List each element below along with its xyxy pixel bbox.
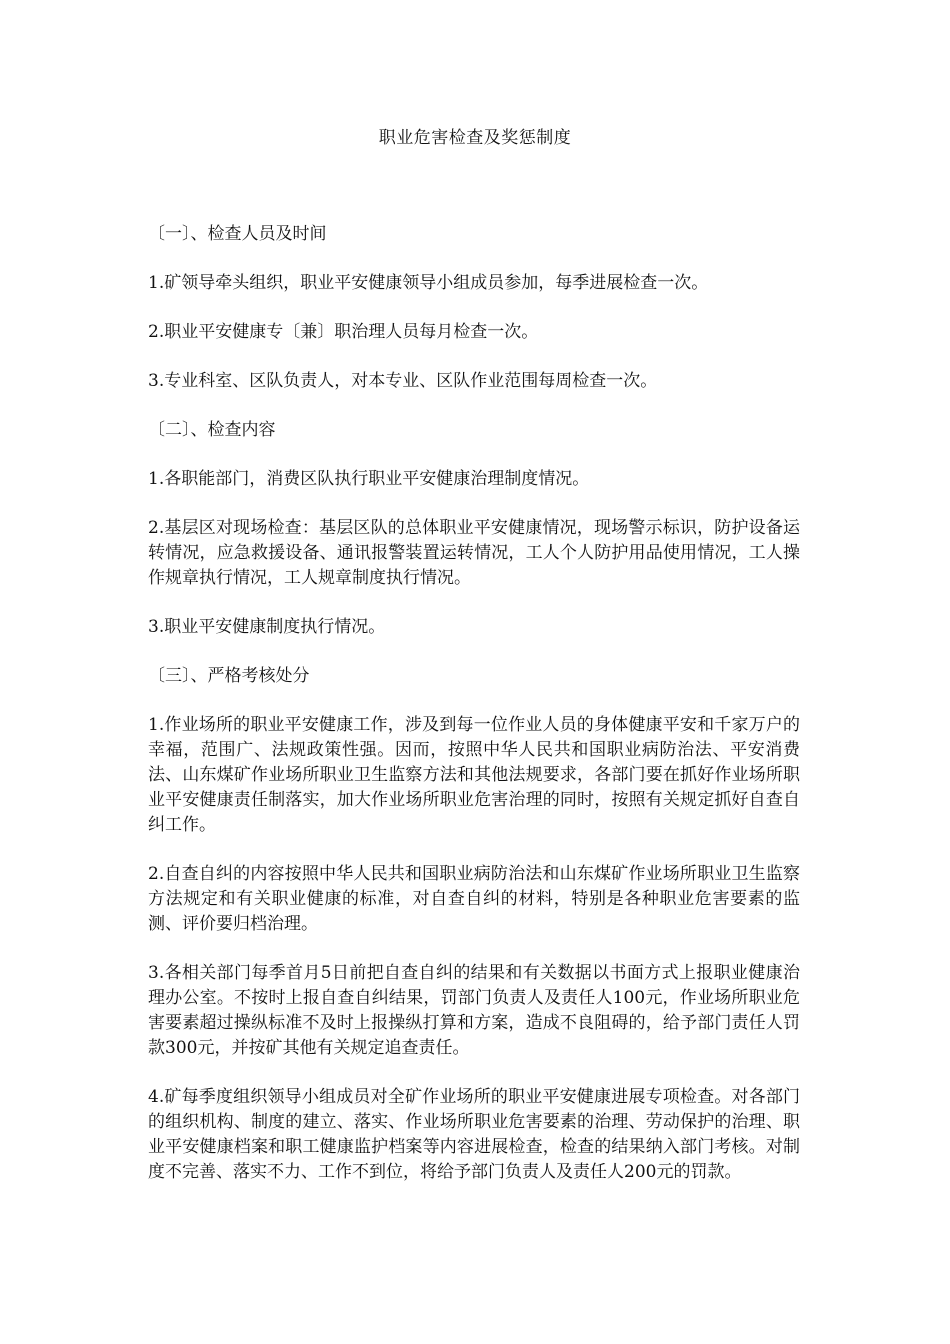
paragraph: 3.职业平安健康制度执行情况。 <box>148 617 386 637</box>
paragraph: 3.专业科室、区队负责人，对本专业、区队作业范围每周检查一次。 <box>148 371 658 391</box>
paragraph: 2.自查自纠的内容按照中华人民共和国职业病防治法和山东煤矿作业场所职业卫生监察方法规定和有关职业健康的标准，对自查自纠的材料，特别是各种职业危害要素的监测、评价要归档治理。 <box>148 864 800 934</box>
document-title: 职业危害检查及奖惩制度 <box>378 128 572 148</box>
section-heading-3: 〔三〕、严格考核处分 <box>148 666 310 686</box>
paragraph: 2.基层区对现场检查：基层区队的总体职业平安健康情况，现场警示标识，防护设备运转情况，应急救援设备、通讯报警装置运转情况，工人个人防护用品使用情况，工人操作规章执行情况，工人规章制度执行情况。 <box>148 518 800 588</box>
paragraph: 1.矿领导牵头组织，职业平安健康领导小组成员参加，每季进展检查一次。 <box>148 273 709 293</box>
paragraph: 4.矿每季度组织领导小组成员对全矿作业场所的职业平安健康进展专项检查。对各部门的组织机构、制度的建立、落实、作业场所职业危害要素的治理、劳动保护的治理、职业平安健康档案和职工健康监护档案等内容进展检查，检查的结果纳入部门考核。对制度不完善、落实不力、工作不到位，将给予部门负责人及责任人200元的罚款。 <box>148 1087 800 1182</box>
paragraph: 3.各相关部门每季首月5日前把自查自纠的结果和有关数据以书面方式上报职业健康治理办公室。不按时上报自查自纠结果，罚部门负责人及责任人100元，作业场所职业危害要素超过操纵标准不及时上报操纵打算和方案，造成不良阻碍的，给予部门责任人罚款300元，并按矿其他有关规定追查责任。 <box>148 963 800 1058</box>
document-body <box>148 222 800 1209</box>
section-heading-2: 〔二〕、检查内容 <box>148 420 276 440</box>
paragraph: 2.职业平安健康专〔兼〕职治理人员每月检查一次。 <box>148 322 539 342</box>
paragraph: 1.作业场所的职业平安健康工作，涉及到每一位作业人员的身体健康平安和千家万户的幸福，范围广、法规政策性强。因而，按照中华人民共和国职业病防治法、平安消费法、山东煤矿作业场所职业卫生监察方法和其他法规要求，各部门要在抓好作业场所职业平安健康责任制落实，加大作业场所职业危害治理的同时，按照有关规定抓好自查自纠工作。 <box>148 715 800 835</box>
section-heading-1: 〔一〕、检查人员及时间 <box>148 224 327 244</box>
paragraph: 1.各职能部门，消费区队执行职业平安健康治理制度情况。 <box>148 469 590 489</box>
